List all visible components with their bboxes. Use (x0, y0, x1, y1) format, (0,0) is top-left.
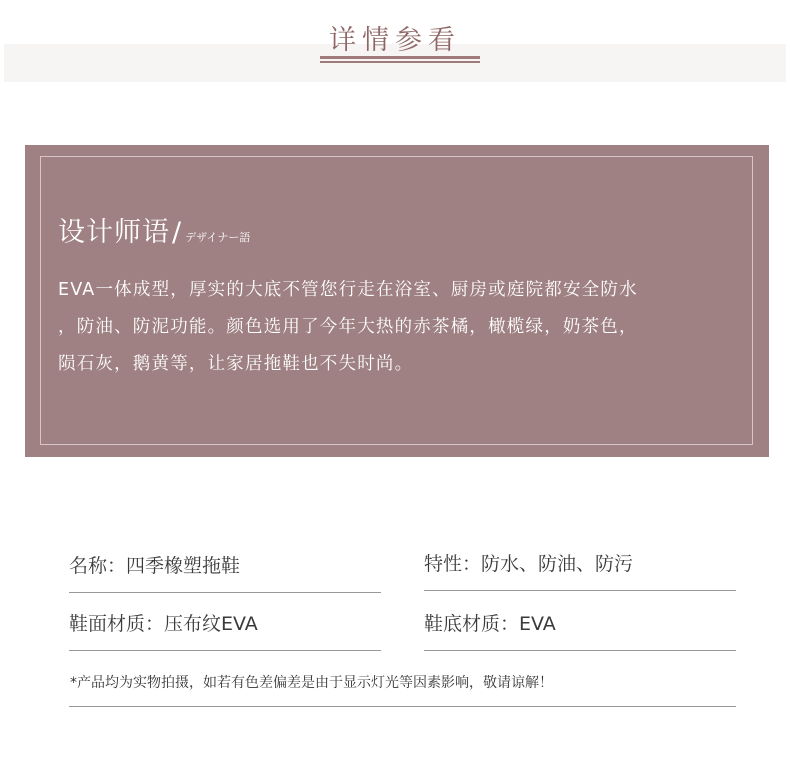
designer-heading (58, 210, 250, 249)
designer-description-line: ，防油、防泥功能。颜色选用了今年大热的赤茶橘，橄榄绿，奶茶色， (58, 317, 638, 337)
designer-description (58, 272, 748, 383)
designer-heading-main: 设计师语 (58, 217, 170, 248)
spec-divider (69, 592, 381, 593)
designer-heading-slash: / (172, 217, 182, 248)
designer-description-line: 陨石灰，鹅黄等，让家居拖鞋也不失时尚。 (58, 354, 414, 374)
spec-divider (424, 590, 736, 591)
spec-sole-material: 鞋底材质：EVA (424, 613, 556, 635)
title-underline-top (320, 56, 480, 59)
disclaimer-note: *产品均为实物拍摄，如若有色差偏差是由于显示灯光等因素影响，敬请谅解！ (70, 675, 553, 691)
section-title: 详情参看 (329, 25, 461, 56)
spec-name: 名称：四季橡塑拖鞋 (69, 555, 241, 577)
title-underline-bottom (320, 61, 480, 63)
spec-divider (69, 650, 381, 651)
spec-feature: 特性：防水、防油、防污 (424, 553, 634, 575)
spec-divider (424, 650, 736, 651)
spec-upper-material: 鞋面材质：压布纹EVA (69, 613, 258, 635)
designer-description-line: EVA一体成型，厚实的大底不管您行走在浴室、厨房或庭院都安全防水 (58, 280, 638, 300)
designer-heading-subtitle: デザイナー語 (185, 231, 251, 244)
note-divider (69, 706, 736, 707)
